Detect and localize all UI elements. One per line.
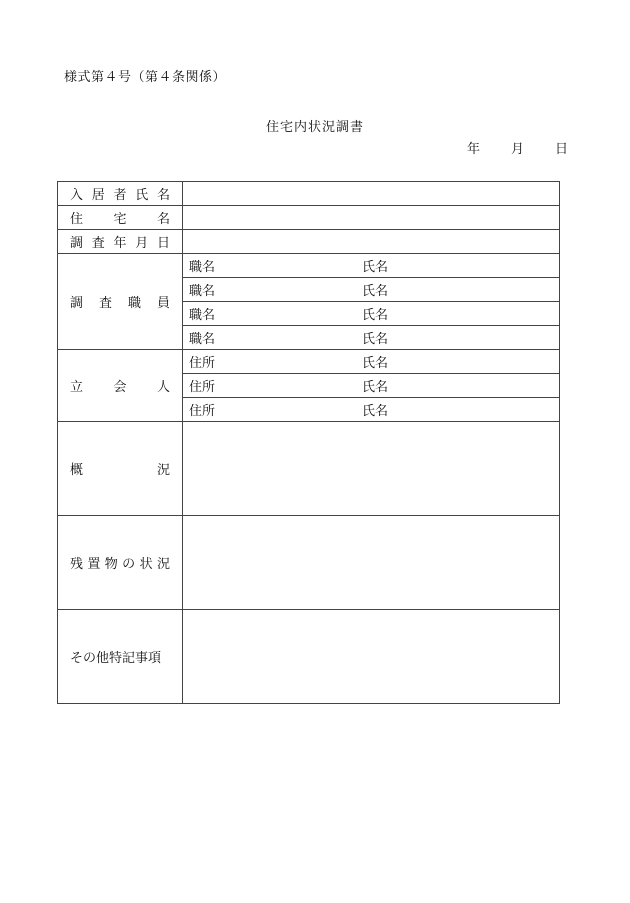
survey-date-label: 調 査 年 月 日 — [58, 230, 183, 254]
remaining-items-label: 残 置 物 の 状 況 — [58, 516, 183, 610]
name-label: 氏名 — [362, 284, 389, 299]
address-label: 住所 — [189, 380, 216, 395]
surveyor-entry-field[interactable] — [183, 254, 560, 278]
form-number: 様式第４号（第４条関係） — [64, 70, 227, 85]
surveyors-label: 調 査 職 員 — [58, 254, 183, 350]
overview-row — [58, 422, 560, 516]
overview-field[interactable] — [183, 422, 560, 516]
other-notes-label: その他特記事項 — [58, 610, 183, 704]
surveyor-entry-field[interactable] — [183, 302, 560, 326]
name-label: 氏名 — [362, 356, 389, 371]
resident-name-row — [58, 182, 560, 206]
address-label: 住所 — [189, 404, 216, 419]
surveyor-row — [58, 254, 560, 278]
dwelling-row — [58, 206, 560, 230]
dwelling-label: 住 宅 名 — [58, 206, 183, 230]
other-notes-row — [58, 610, 560, 704]
resident-name-field[interactable] — [183, 182, 560, 206]
name-label: 氏名 — [362, 380, 389, 395]
position-label: 職名 — [189, 308, 216, 323]
address-label: 住所 — [189, 356, 216, 371]
remaining-items-field[interactable] — [183, 516, 560, 610]
position-label: 職名 — [189, 332, 216, 347]
witness-entry-field[interactable] — [183, 398, 560, 422]
date-month-label: 月 — [511, 142, 525, 157]
position-label: 職名 — [189, 284, 216, 299]
name-label: 氏名 — [362, 308, 389, 323]
page-title: 住宅内状況調書 — [265, 120, 364, 135]
date-year-label: 年 — [467, 142, 481, 157]
witness-row — [58, 350, 560, 374]
overview-label: 概 況 — [58, 422, 183, 516]
other-notes-field[interactable] — [183, 610, 560, 704]
surveyor-entry-field[interactable] — [183, 278, 560, 302]
date-day-label: 日 — [555, 142, 569, 157]
dwelling-field[interactable] — [183, 206, 560, 230]
resident-name-label: 入 居 者 氏 名 — [58, 182, 183, 206]
surveyor-entry-field[interactable] — [183, 326, 560, 350]
witness-entry-field[interactable] — [183, 374, 560, 398]
survey-table — [57, 181, 560, 704]
witness-entry-field[interactable] — [183, 350, 560, 374]
name-label: 氏名 — [362, 260, 389, 275]
survey-date-row — [58, 230, 560, 254]
name-label: 氏名 — [362, 404, 389, 419]
remaining-items-row — [58, 516, 560, 610]
witnesses-label: 立 会 人 — [58, 350, 183, 422]
name-label: 氏名 — [362, 332, 389, 347]
survey-date-field[interactable] — [183, 230, 560, 254]
position-label: 職名 — [189, 260, 216, 275]
